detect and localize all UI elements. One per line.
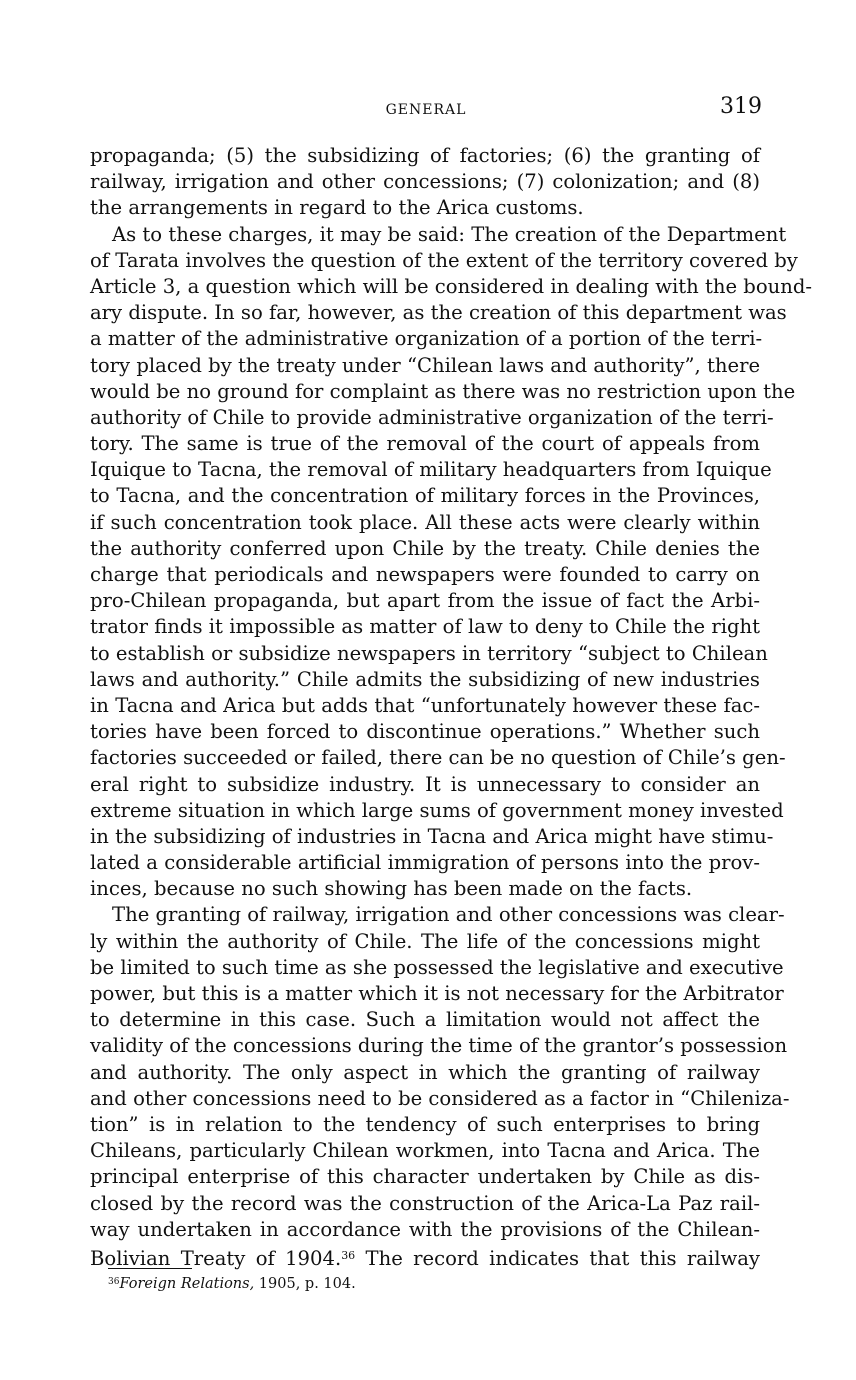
text-fragment: Bolivian Treaty of 1904. — [90, 1246, 342, 1270]
text-line: to establish or subsidize newspapers in territory “subject to Chilean — [90, 641, 768, 665]
text-line: tion” is in relation to the tendency of such enterprises to bring — [90, 1112, 760, 1136]
text-line: in Tacna and Arica but adds that “unfortunately however these fac- — [90, 693, 760, 717]
text-line: extreme situation in which large sums of government money invested — [90, 798, 784, 822]
text-line: validity of the concessions during the time of the grantor’s possession — [90, 1034, 788, 1058]
text-line: propaganda; (5) the subsidizing of factories; (6) the granting of — [90, 144, 760, 167]
text-line: a matter of the administrative organization of a portion of the terri- — [90, 327, 763, 351]
text-line: in the subsidizing of industries in Tacna and Arica might have stimu- — [90, 824, 774, 848]
text-line: tories have been forced to discontinue operations.” Whether such — [90, 720, 760, 744]
text-line: laws and authority.” Chile admits the subsidizing of new industries — [90, 667, 760, 691]
footnote-mark: 36 — [108, 1277, 120, 1287]
text-line: way undertaken in accordance with the provisions of the Chilean- — [90, 1217, 760, 1241]
text-line: of Tarata involves the question of the extent of the territory covered by — [90, 248, 798, 272]
page-number: 319 — [720, 94, 762, 119]
footnote-ref-mark[interactable]: 36 — [341, 1248, 356, 1262]
text-line: ary dispute. In so far, however, as the creation of this department was — [90, 301, 787, 325]
text-line: railway, irrigation and other concessions; (7) colonization; and (8) — [90, 170, 760, 194]
body-text — [90, 143, 813, 1270]
text-line: Chileans, particularly Chilean workmen, into Tacna and Arica. The — [90, 1139, 760, 1163]
text-line: factories succeeded or failed, there can be no question of Chile’s gen- — [90, 746, 786, 770]
text-line: closed by the record was the construction of the Arica-La Paz rail- — [90, 1191, 760, 1215]
footnote-source-detail: 1905, p. 104. — [254, 1276, 356, 1292]
text-line: Article 3, a question which will be considered in dealing with the bound- — [90, 274, 813, 298]
text-line: if such concentration took place. All these acts were clearly within — [90, 510, 760, 534]
text-line: would be no ground for complaint as there was no restriction upon the — [90, 379, 796, 403]
text-line: eral right to subsidize industry. It is unnecessary to consider an — [90, 772, 760, 796]
footnote — [108, 1276, 356, 1292]
text-line: tory placed by the treaty under “Chilean laws and authority”, there — [90, 353, 761, 377]
text-line-with-footnote-ref — [90, 1243, 760, 1269]
text-line: Iquique to Tacna, the removal of military headquarters from Iquique — [90, 458, 772, 482]
text-line: The granting of railway, irrigation and other concessions was clear- — [112, 903, 785, 927]
text-line: inces, because no such showing has been made on the facts. — [90, 877, 693, 901]
text-line: the authority conferred upon Chile by the treaty. Chile denies the — [90, 536, 760, 560]
text-line: to determine in this case. Such a limitation would not affect the — [90, 1008, 760, 1032]
text-fragment: The record indicates that this railway — [355, 1246, 760, 1270]
running-head — [90, 94, 762, 134]
text-line: to Tacna, and the concentration of military forces in the Provinces, — [90, 484, 760, 508]
footnote-divider — [108, 1268, 192, 1269]
text-line: authority of Chile to provide administrative organization of the terri- — [90, 405, 774, 429]
text-line: and other concessions need to be considered as a factor in “Chileniza- — [90, 1086, 790, 1110]
text-line: and authority. The only aspect in which the granting of railway — [90, 1060, 760, 1084]
text-line: the arrangements in regard to the Arica customs. — [90, 196, 584, 220]
text-line: tory. The same is true of the removal of the court of appeals from — [90, 432, 760, 456]
text-line: As to these charges, it may be said: The creation of the Department — [112, 222, 787, 246]
footnote-source-title: Foreign Relations, — [119, 1276, 255, 1292]
text-line: power, but this is a matter which it is not necessary for the Arbitrator — [90, 982, 784, 1005]
text-line: lated a considerable artificial immigration of persons into the prov- — [90, 851, 760, 875]
text-line: trator finds it impossible as matter of law to deny to Chile the right — [90, 615, 760, 639]
text-line: charge that periodicals and newspapers were founded to carry on — [90, 563, 760, 586]
running-head-title: GENERAL — [385, 102, 467, 118]
text-line: ly within the authority of Chile. The life of the concessions might — [90, 929, 760, 953]
text-line: be limited to such time as she possessed the legislative and executive — [90, 955, 784, 979]
text-line: principal enterprise of this character undertaken by Chile as dis- — [90, 1165, 760, 1189]
text-line: pro-Chilean propaganda, but apart from the issue of fact the Arbi- — [90, 589, 760, 613]
